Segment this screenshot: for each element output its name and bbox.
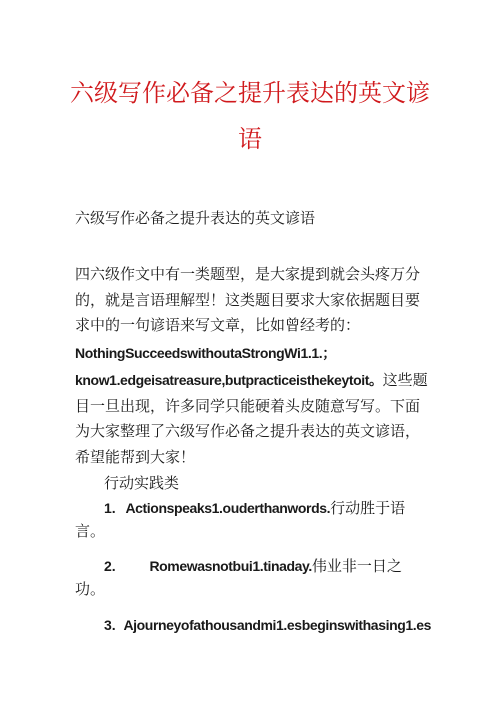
document-title [60, 70, 440, 162]
intro-line: 目一旦出现，许多同学只能硬着头皮随意写写。下面 [75, 396, 421, 415]
intro-line: 为大家整理了六级写作必备之提升表达的英文谚语， [75, 422, 421, 440]
intro-proverb-1: NothingSucceedswithoutaStrongWi1.1.； [75, 344, 336, 361]
item-english: Ajourneyofathousandmi1.esbeginswithasing1.es [123, 617, 432, 633]
item-number: 2. [104, 558, 116, 574]
intro-line: 四六级作文中有一类题型，是大家提到就会头疼万分 [75, 265, 421, 283]
document-subtitle: 六级写作必备之提升表达的英文谚语 [75, 209, 316, 227]
intro-line [75, 368, 435, 394]
item-english: Actionspeaks1.ouderthanwords. [125, 500, 331, 516]
item-chinese-continued: 言。 [75, 522, 106, 540]
item-chinese: 伟业非一日之 [311, 557, 402, 575]
intro-line: 的，就是言语理解型！这类题目要求大家依据题目要 [75, 290, 421, 309]
list-item [75, 497, 435, 542]
list-item [75, 555, 435, 600]
item-chinese: 行动胜于语 [330, 499, 406, 517]
category-heading: 行动实践类 [104, 474, 180, 492]
intro-proverb-2: know1.edgeisatreasure,butpracticeisthekeytoit。 [75, 372, 383, 388]
list-item [75, 614, 475, 637]
item-number: 1. [104, 500, 116, 516]
item-english: Romewasnotbui1.tinaday. [149, 558, 312, 574]
intro-line: 求中的一句谚语来写文章，比如曾经考的： [75, 316, 361, 334]
item-number: 3. [104, 617, 116, 633]
intro-line-tail: 这些题 [382, 371, 428, 389]
item-chinese-continued: 功。 [75, 580, 106, 598]
intro-line: 希望能帮到大家！ [75, 447, 196, 466]
title-line-1: 六级写作必备之提升表达的英文谚 [70, 79, 430, 107]
title-line-2: 语 [238, 125, 262, 153]
intro-paragraph [75, 262, 435, 470]
